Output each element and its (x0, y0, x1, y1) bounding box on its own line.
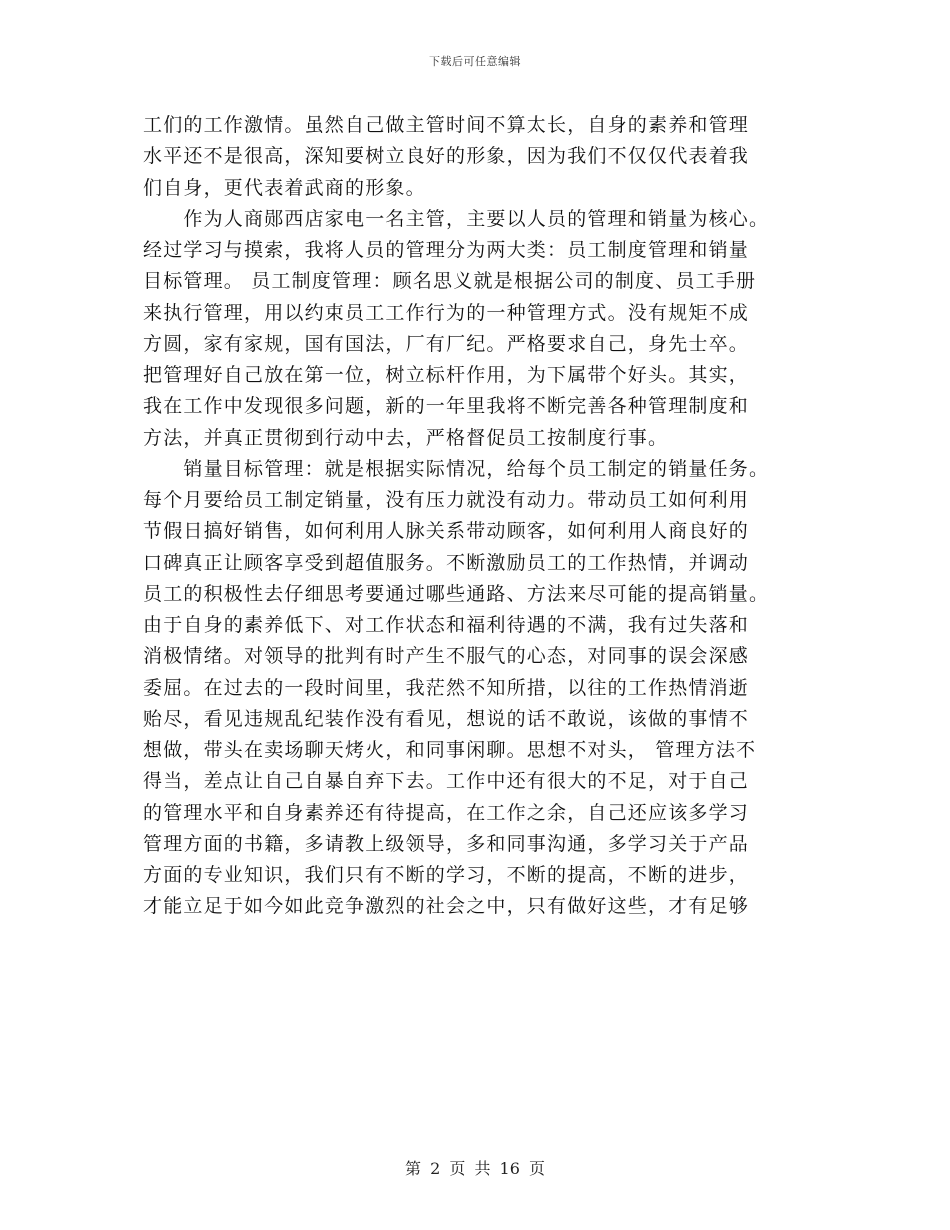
text-line: 把管理好自己放在第一位，树立标杆作用，为下属带个好头。其实， (143, 364, 750, 386)
page-number: 第 2 页 共 16 页 (405, 1159, 545, 1178)
text-line: 才能立足于如今如此竞争激烈的社会之中，只有做好这些，才有足够 (143, 895, 750, 918)
text-line: 来执行管理，用以约束员工工作行为的一种管理方式。没有规矩不成 (143, 301, 750, 324)
text-line: 得当，差点让自己自暴自弃下去。工作中还有很大的不足，对于自己 (143, 770, 750, 793)
header-note: 下载后可任意编辑 (429, 55, 521, 68)
text-line: 员工的积极性去仔细思考要通过哪些通路、方法来尽可能的提高销量。 (143, 582, 770, 605)
text-line: 方圆，家有家规，国有国法，厂有厂纪。严格要求自己，身先士卒。 (143, 332, 750, 355)
text-line: 口碑真正让顾客享受到超值服务。不断激励员工的工作热情，并调动 (143, 551, 750, 574)
text-line: 贻尽，看见违规乱纪装作没有看见，想说的话不敢说，该做的事情不 (143, 707, 750, 730)
text-line: 节假日搞好销售，如何利用人脉关系带动顾客，如何利用人商良好的 (143, 520, 750, 543)
text-line: 每个月要给员工制定销量，没有压力就没有动力。带动员工如何利用 (143, 489, 750, 511)
text-line: 消极情绪。对领导的批判有时产生不服气的心态，对同事的误会深感 (143, 645, 750, 668)
text-line: 水平还不是很高，深知要树立良好的形象，因为我们不仅仅代表着我 (143, 145, 750, 168)
text-line: 销量目标管理：就是根据实际情况，给每个员工制定的销量任务。 (143, 457, 770, 480)
text-line: 经过学习与摸索，我将人员的管理分为两大类：员工制度管理和销量 (143, 239, 750, 261)
text-line: 作为人商郧西店家电一名主管，主要以人员的管理和销量为核心。 (143, 207, 770, 230)
body-text (143, 110, 813, 923)
text-line: 想做，带头在卖场聊天烤火，和同事闲聊。思想不对头， 管理方法不 (143, 739, 757, 761)
text-line: 我在工作中发现很多问题，新的一年里我将不断完善各种管理制度和 (143, 395, 750, 418)
text-line: 委屈。在过去的一段时间里，我茫然不知所措，以往的工作热情消逝 (143, 676, 750, 699)
text-line: 工们的工作激情。虽然自己做主管时间不算太长，自身的素养和管理 (143, 114, 750, 136)
text-line: 们自身，更代表着武商的形象。 (143, 176, 426, 199)
text-line: 方法，并真正贯彻到行动中去，严格督促员工按制度行事。 (143, 426, 669, 449)
text-line: 方面的专业知识，我们只有不断的学习，不断的提高，不断的进步， (143, 864, 750, 886)
text-line: 由于自身的素养低下、对工作状态和福利待遇的不满，我有过失落和 (143, 614, 750, 636)
text-line: 目标管理。 员工制度管理：顾名思义就是根据公司的制度、员工手册 (143, 270, 757, 293)
text-line: 管理方面的书籍，多请教上级领导，多和同事沟通，多学习关于产品 (143, 832, 750, 855)
text-line: 的管理水平和自身素养还有待提高，在工作之余，自己还应该多学习 (143, 801, 750, 824)
